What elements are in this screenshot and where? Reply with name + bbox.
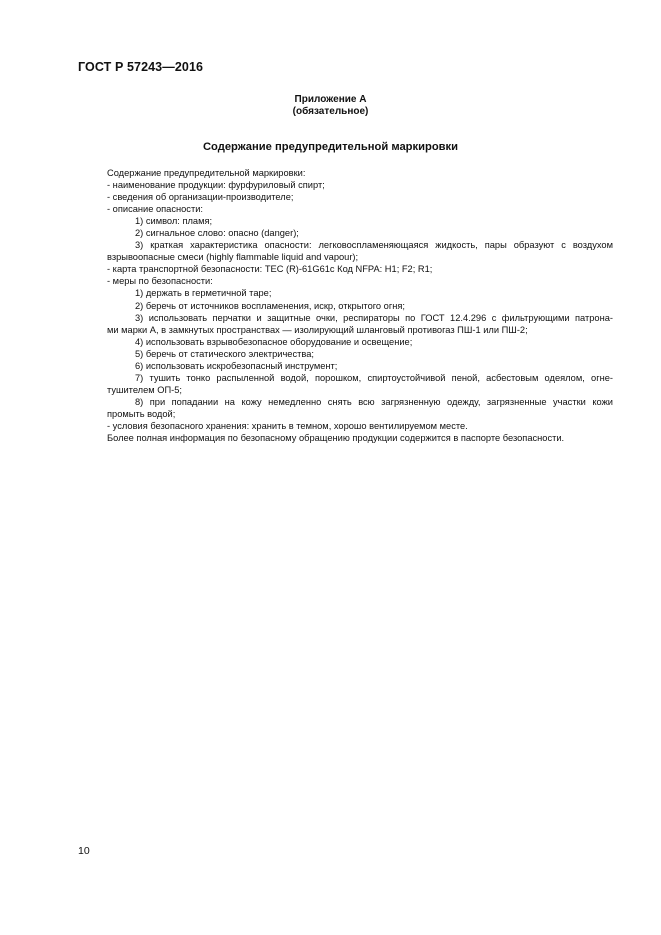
- safety-item-1: 1) держать в герметичной таре;: [135, 288, 272, 299]
- hazard-item-symbol: 1) символ: пламя;: [135, 216, 213, 227]
- hazard-item-signal-word: 2) сигнальное слово: опасно (danger);: [135, 228, 299, 239]
- safety-item-4: 4) использовать взрывобезопасное оборудование и освещение;: [135, 336, 413, 347]
- appendix-title: Приложение А: [294, 94, 367, 105]
- list-item-storage: - условия безопасного хранения: хранить в темном, хорошо вентилируемом месте.: [107, 420, 468, 431]
- safety-item-7-cont: тушителем ОП-5;: [107, 384, 183, 395]
- safety-item-2: 2) беречь от источников воспламенения, искр, открытого огня;: [135, 300, 405, 311]
- marking-content: [107, 167, 613, 444]
- list-item-transport-card: - карта транспортной безопасности: ТЕС (R)-61G61c Код NFPA: H1; F2; R1;: [107, 264, 433, 275]
- appendix-subtitle: (обязательное): [292, 106, 369, 117]
- section-title: Содержание предупредительной маркировки: [202, 141, 459, 153]
- safety-item-5: 5) беречь от статического электричества;: [135, 348, 314, 359]
- safety-item-3-cont: ми марки А, в замкнутых пространствах — изолирующий шланговый противогаз ПШ-1 или ПШ-2;: [107, 324, 528, 335]
- safety-item-3: 3) использовать перчатки и защитные очки, респираторы по ГОСТ 12.4.296 с фильтрующими патрона-: [135, 312, 613, 323]
- hazard-item-characteristic: 3) краткая характеристика опасности: легковоспламеняющаяся жидкость, пары образуют с воздухом: [135, 240, 613, 251]
- hazard-item-characteristic-cont: взрывоопасные смеси (highly flammable liquid and vapour);: [107, 252, 359, 263]
- document-code: ГОСТ Р 57243—2016: [78, 60, 204, 74]
- list-item-manufacturer: - сведения об организации-производителе;: [107, 192, 294, 203]
- safety-item-7: 7) тушить тонко распыленной водой, порошком, спиртоустойчивой пеной, асбестовым одеялом, огне-: [135, 372, 613, 383]
- safety-item-6: 6) использовать искробезопасный инструмент;: [135, 360, 338, 371]
- list-item-safety-measures: - меры по безопасности:: [107, 276, 213, 287]
- page-number: 10: [78, 845, 90, 857]
- intro-line: Содержание предупредительной маркировки:: [107, 168, 306, 178]
- list-item-hazard-description: - описание опасности:: [107, 204, 203, 215]
- appendix-heading: [0, 94, 661, 118]
- safety-item-8-cont: промыть водой;: [107, 408, 176, 419]
- closing-line: Более полная информация по безопасному обращению продукции содержится в паспорте безопасности.: [107, 433, 565, 444]
- safety-item-8: 8) при попадании на кожу немедленно снять всю загрязненную одежду, загрязненные участки кожи: [135, 396, 613, 407]
- list-item-product-name: - наименование продукции: фурфуриловый спирт;: [107, 180, 325, 191]
